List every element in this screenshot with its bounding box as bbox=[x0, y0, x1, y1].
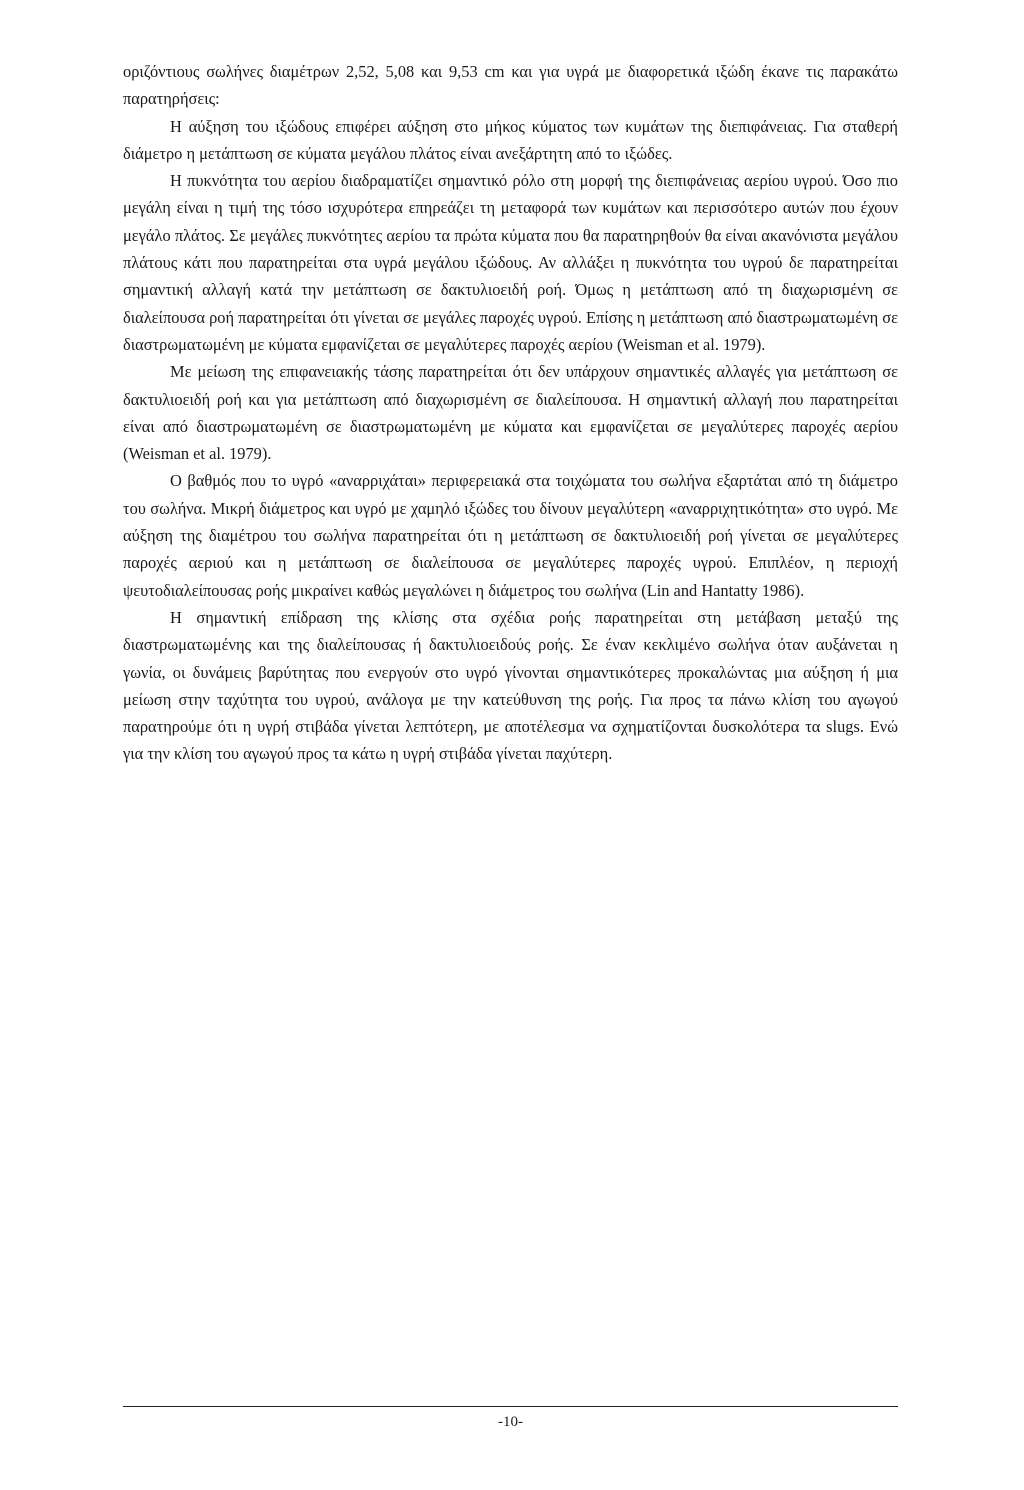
paragraph-3: Η πυκνότητα του αερίου διαδραματίζει σημαντικό ρόλο στη μορφή της διεπιφάνειας αερίου υγρού. Όσο πιο μεγάλη είναι η τιμή της τόσο ισχυρότερα επηρεάζει τη μεταφορά των κυμάτων και περισσότερο αυτών που έχουν μεγάλο πλάτος. Σε μεγάλες πυκνότητες αερίου τα πρώτα κύματα που θα παρατηρηθούν θα είναι ακανόνιστα μεγάλου πλάτους κάτι που παρατηρείται στα υγρά μεγάλου ιξώδους. Αν αλλάξει η πυκνότητα του υγρού δε παρατηρείται σημαντική αλλαγή κατά την μετάπτωση σε δακτυλιοειδή ροή. Όμως η μετάπτωση από τη διαχωρισμένη σε διαλείπουσα ροή παρατηρείται ότι γίνεται σε μεγάλες παροχές υγρού. Επίσης η μετάπτωση από διαστρωματωμένη σε διαστρωματωμένη με κύματα εμφανίζεται σε μεγαλύτερες παροχές αερίου (Weisman et al. 1979). bbox=[123, 171, 898, 354]
paragraph-1: οριζόντιους σωλήνες διαμέτρων 2,52, 5,08 και 9,53 cm και για υγρά με διαφορετικά ιξώδη έκανε τις παρακάτω παρατηρήσεις: bbox=[123, 62, 898, 109]
paragraph-6: Η σημαντική επίδραση της κλίσης στα σχέδια ροής παρατηρείται στη μετάβαση μεταξύ της διαστρωματωμένης και της διαλείπουσας ή δακτυλιοειδούς ροής. Σε έναν κεκλιμένο σωλήνα όταν αυξάνεται η γωνία, οι δυνάμεις βαρύτητας που ενεργούν στο υγρό γίνονται σημαντικότερες προκαλώντας μια αύξηση ή μια μείωση στην ταχύτητα του υγρού, ανάλογα με την κατεύθυνση της ροής. Για προς τα πάνω κλίση του αγωγού παρατηρούμε ότι η υγρή στιβάδα γίνεται λεπτότερη, με αποτέλεσμα να σχηματίζονται δυσκολότερα τα slugs. Ενώ για την κλίση του αγωγού προς τα κάτω η υγρή στιβάδα γίνεται παχύτερη. bbox=[123, 607, 898, 764]
paragraph-5: Ο βαθμός που το υγρό «αναρριχάται» περιφερειακά στα τοιχώματα του σωλήνα εξαρτάται από τη διάμετρο του σωλήνα. Μικρή διάμετρος και υγρό με χαμηλό ιξώδες του δίνουν μεγαλύτερη «αναρριχητικότητα» στο υγρό. Με αύξηση της διαμέτρου του σωλήνα παρατηρείται ότι η μετάπτωση σε δακτυλιοειδή ροή γίνεται σε μεγαλύτερες παροχές αεριού και η μετάπτωση σε διαλείπουσα σε μεγαλύτερες παροχές υγρού. Επιπλέον, η περιοχή ψευτοδιαλείπουσας ροής μικραίνει καθώς μεγαλώνει η διάμετρος του σωλήνα (Lin and Hantatty 1986). bbox=[123, 471, 898, 600]
page-number: -10- bbox=[498, 1414, 523, 1430]
footer-divider bbox=[123, 1406, 898, 1407]
paragraph-4: Με μείωση της επιφανειακής τάσης παρατηρείται ότι δεν υπάρχουν σημαντικές αλλαγές για μετάπτωση σε δακτυλιοειδή ροή και για μετάπτωση από διαχωρισμένη σε διαλείπουσα. Η σημαντική αλλαγή που παρατηρείται είναι από διαστρωματωμένη σε διαστρωματωμένη με κύματα και εμφανίζεται σε μεγαλύτερες παροχές αερίου (Weisman et al. 1979). bbox=[123, 362, 898, 464]
body-text bbox=[123, 58, 898, 768]
paragraph-2: Η αύξηση του ιξώδους επιφέρει αύξηση στο μήκος κύματος των κυμάτων της διεπιφάνειας. Για σταθερή διάμετρο η μετάπτωση σε κύματα μεγάλου πλάτος είναι ανεξάρτητη από το ιξώδες. bbox=[123, 116, 898, 163]
